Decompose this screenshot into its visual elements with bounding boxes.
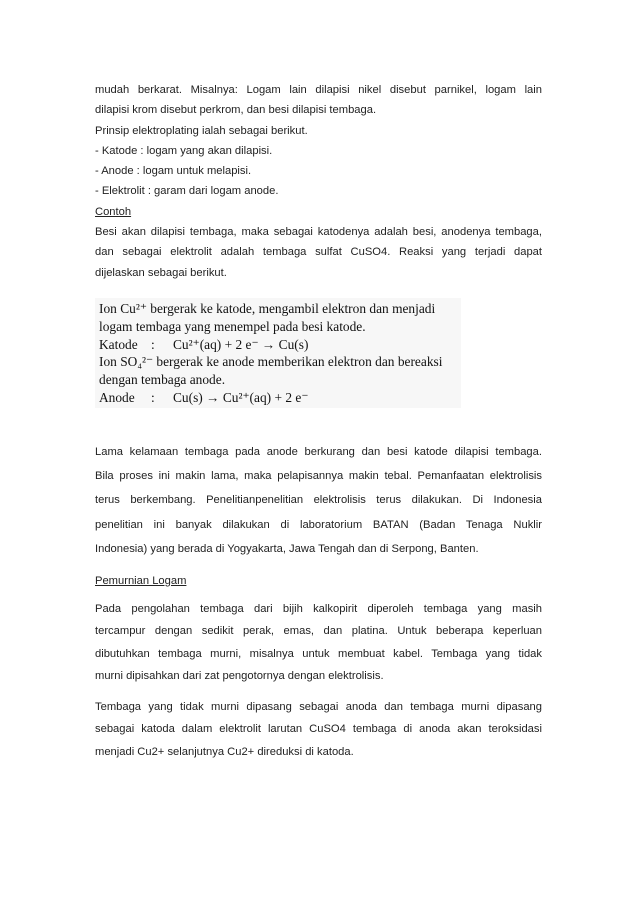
text-line: penelitian ini banyak dilakukan di laboratorium BATAN (Badan Tenaga Nuklir — [95, 518, 542, 531]
text-line: dibutuhkan tembaga murni, misalnya untuk membuat kabel. Tembaga yang tidak — [95, 647, 542, 660]
text-line: Besi akan dilapisi tembaga, maka sebagai katodenya adalah besi, anodenya tembaga, — [95, 226, 542, 239]
reaction-line: Ion Cu²⁺ bergerak ke katode, mengambil elektron dan menjadi — [99, 301, 436, 316]
katode-label: Katode — [99, 336, 138, 352]
text-line: dilapisi krom disebut perkrom, dan besi dilapisi tembaga. — [95, 104, 377, 117]
text-line: Bila proses ini makin lama, maka pelapisannya makin tebal. Pemanfaatan elektrolisis — [95, 470, 542, 483]
katode-equation: Cu²⁺(aq) + 2 e⁻ → Cu(s) — [173, 336, 309, 352]
text-line: Pada pengolahan tembaga dari bijih kalkopirit diperoleh tembaga yang masih — [95, 603, 542, 615]
text-line: - Elektrolit : garam dari logam anode. — [95, 185, 279, 198]
text-line: - Katode : logam yang akan dilapisi. — [95, 144, 273, 157]
text-line: Indonesia) yang berada di Yogyakarta, Jawa Tengah dan di Serpong, Banten. — [95, 542, 479, 555]
paragraph-pemurnian-a — [95, 598, 542, 688]
text-line: terus berkembang. Penelitianpenelitian elektrolisis terus dilakukan. Di Indonesia — [95, 494, 542, 507]
text-line: mudah berkarat. Misalnya: Logam lain dilapisi nikel disebut parnikel, logam lain — [95, 84, 542, 96]
reaction-line: dengan tembaga anode. — [99, 372, 226, 388]
contoh-heading: Contoh — [95, 205, 132, 218]
text-line: Prinsip elektroplating ialah sebagai berikut. — [95, 124, 308, 137]
anode-label: Anode — [99, 389, 135, 405]
text-line: Lama kelamaan tembaga pada anode berkurang dan besi katode dilapisi tembaga. — [95, 446, 542, 458]
katode-equation-row — [99, 336, 461, 354]
anode-equation-row — [99, 389, 461, 407]
reaction-line: Ion SO₄²⁻ bergerak ke anode memberikan elektron dan bereaksi — [99, 354, 443, 370]
text-line: - Anode : logam untuk melapisi. — [95, 165, 252, 178]
colon: : — [151, 336, 155, 352]
reaction-image — [95, 298, 461, 408]
text-line: tercampur dengan sedikit perak, emas, dan platina. Untuk beberapa keperluan — [95, 625, 542, 638]
anode-equation: Cu(s) → Cu²⁺(aq) + 2 e⁻ — [173, 389, 309, 405]
text-line: dan sebagai elektrolit adalah tembaga sulfat CuSO4. Reaksi yang terjadi dapat — [95, 246, 542, 259]
paragraph-pemurnian-b — [95, 696, 542, 763]
text-line: menjadi Cu2+ selanjutnya Cu2+ direduksi di katoda. — [95, 745, 354, 758]
intro-section — [95, 80, 542, 283]
text-line: dijelaskan sebagai berikut. — [95, 266, 227, 279]
pemurnian-heading: Pemurnian Logam — [95, 575, 187, 587]
text-line: sebagai katoda dalam elektrolit larutan CuSO4 tembaga di anoda akan teroksidasi — [95, 723, 542, 736]
colon: : — [151, 389, 155, 405]
reaction-line: logam tembaga yang menempel pada besi katode. — [99, 318, 366, 334]
paragraph-electrolysis-research — [95, 440, 542, 561]
text-line: murni dipisahkan dari zat pengotornya dengan elektrolisis. — [95, 670, 384, 683]
text-line: Tembaga yang tidak murni dipasang sebagai anoda dan tembaga murni dipasang — [95, 701, 542, 713]
